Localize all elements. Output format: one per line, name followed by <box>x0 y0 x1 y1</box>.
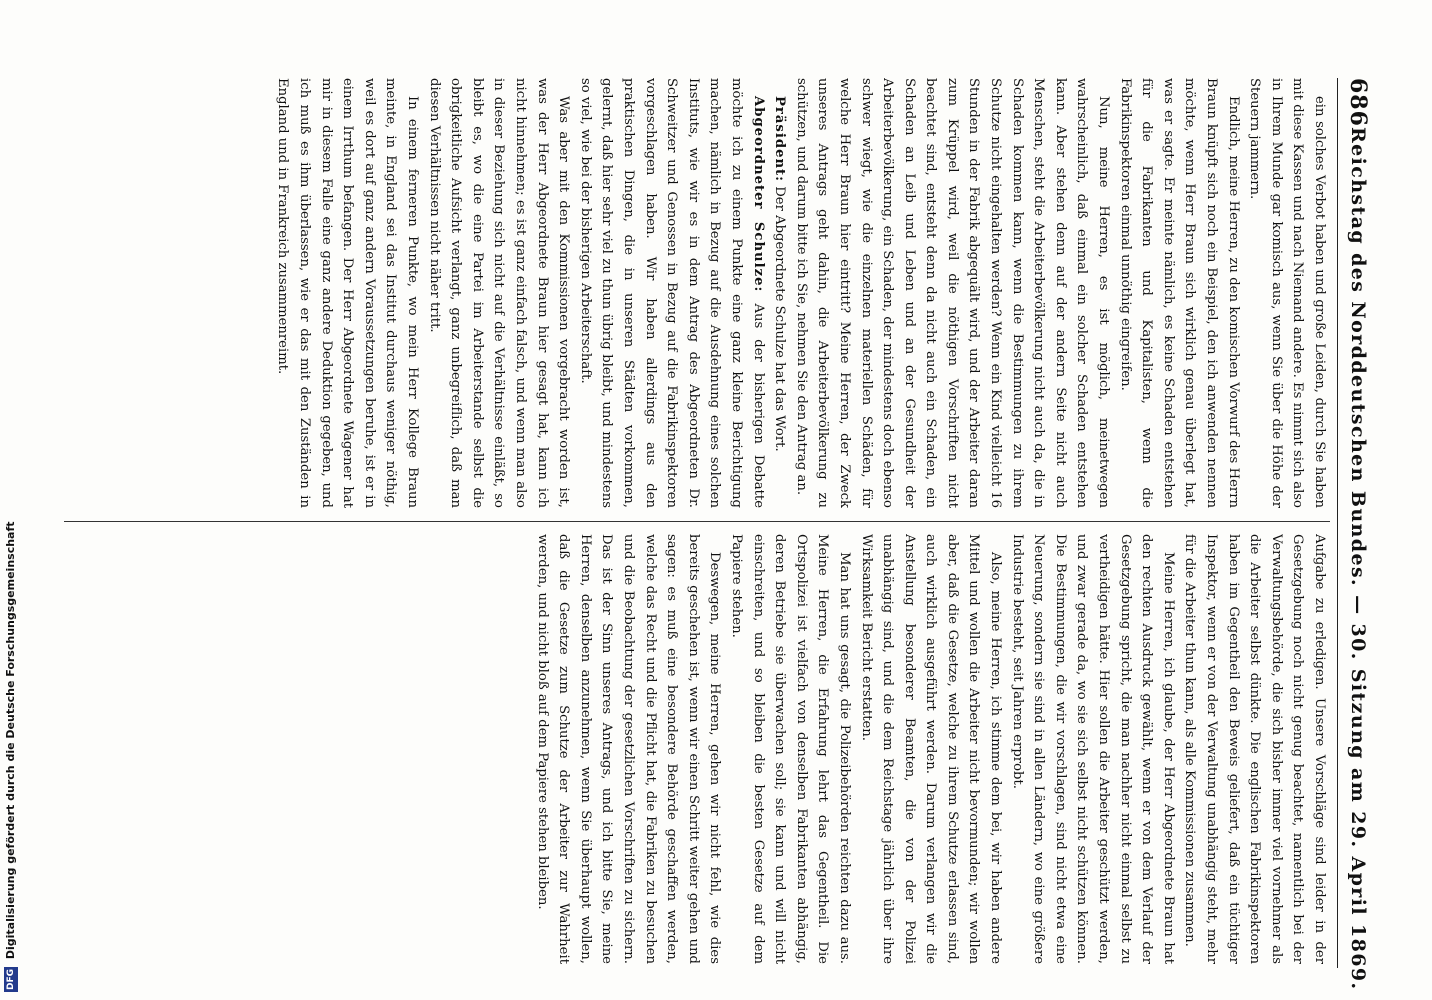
paragraph-text: Endlich, meine Herren, zu den komischen Vorwurf des Herrn Braun knüpft sich noch ein Beispiel, den ich anwenden nennen möchte, wenn Herr Braun sich wirklich genau überlegt hat, was er sagte. Er meinte nämlich, es keine Schaden entstehen für die Fabrikanten und Kapitalisten, wenn die Fabrikinspektoren einmal unnöthig eingreifen. <box>1117 78 1241 508</box>
paragraph-text: Der Abgeordnete Schulze hat das Wort. <box>772 186 788 452</box>
left-column <box>64 78 1330 508</box>
paragraph <box>725 534 855 964</box>
page-header <box>1337 78 1378 991</box>
paragraph-text: Also, meine Herren, ich stimme dem bei, wir haben andere Mittel und wollen die Arbeiter nicht bevormunden; wir wollen aber, daß die Gesetze, welche zu ihrem Schutze erlassen sind, auch wirklich ausgeführt werden. Darum verlangen wir die Anstellung besonderer Beamten, die von der Polizei unabhängig sind, und die dem Reichstage jährlich über ihre Wirksamkeit Bericht erstatten. <box>858 534 1004 964</box>
paragraph-text: Meine Herren, ich glaube, der Herr Abgeordnete Braun hat den rechten Ausdruck gewählt, wenn er von dem Verlauf der Gesetzgebung spricht, die man nachher nicht einmal selbst zu vertheidigen hätte. Hier sollen die Arbeiter geschützt werden, und zwar gerade da, wo sie sich selbst nicht schützen können. Die Bestimmungen, die wir vorschlagen, sind nicht etwa eine Neuerung, sondern sie sind in allen Ländern, wo eine größere Industrie besteht, seit Jahren erprobt. <box>1009 534 1176 964</box>
paragraph-text: ein solches Verbot haben und große Leiden, durch Sie haben mit diese Kassen und nach Niemand andere. Es nimmt sich also in Ihrem Munde gar komisch aus, wenn Sie über die Höhe der Steuern jammern. <box>1247 78 1327 508</box>
right-column <box>64 534 1330 964</box>
footer-credit: Digitalisierung gefördert durch die Deutsche Forschungsgemeinschaft <box>4 521 17 960</box>
paragraph <box>531 534 725 964</box>
paragraph-text: Aufgabe zu erledigen. Unsere Vorschläge sind leider in der Gesetzgebung noch nicht genug beachtet, namentlich bei der Verwaltungsbehörde, die sich bisher immer viel vornehmer als die Arbeiter selbst dünkte. Die englischen Fabrikinspektoren haben im Gegentheil den Beweis geliefert, daß ein tüchtiger Inspektor, wenn er von der Verwaltung unabhängig steht, mehr für die Arbeiter thun kann, als alle Kommissionen zusammen. <box>1182 534 1327 964</box>
paragraph <box>855 534 1006 964</box>
paragraph <box>423 78 574 508</box>
paragraph-text: In einem ferneren Punkte, wo mein Herr Kollege Braun meinte, in England sei das Institut durchaus weniger nöthig, weil es dort auf ganz andern Voraussetzungen beruhe, ist er in einem Irrthum befangen. Der Herr Abgeordnete Wagener hat mir in diesem Falle eine ganz andere Deduktion gegeben, und ich muß es ihm überlassen, wie er das mit den Zuständen in England und in Frankreich zusammenreimt. <box>275 78 421 508</box>
running-head: Reichstag des Norddeutschen Bundes. — 30. Sitzung am 29. April 1869. <box>1347 126 1369 991</box>
paragraph-text: Aus der bisherigen Debatte möchte ich zu einem Punkte eine ganz kleine Berichtigung machen, nämlich in Bezug auf die Ausdehnung eines solchen Instituts, wie wir es in dem Antrag des Abgeordneten Dr. Schweitzer und Genossen in Bezug auf die Fabrikinspektoren vorgeschlagen haben. Wir haben allerdings aus den praktischen Dingen, die in unseren Städten vorkommen, gelernt, daß hier sehr viel zu thun übrig bleibt, und mindestens so viel, wie bei der bisherigen Arbeiterschaft. <box>577 78 766 508</box>
paragraph <box>790 78 1114 508</box>
paragraph-text: Was aber mit den Kommissionen vorgebracht worden ist, was der Herr Abgeordnete Braun hier gesagt hat, kann ich nicht hinnehmen; es ist ganz einfach falsch, und wenn man also in dieser Beziehung sich nicht auf die Verhältnisse einläßt, so bleibt es, wo die eine Partei im Arbeiterstande selbst die obrigkeitliche Aufsicht verlangt, ganz unbegreiflich, daß man diesen Verhältnissen nicht näher tritt. <box>426 78 572 508</box>
paragraph <box>272 78 423 508</box>
paragraph <box>574 78 768 508</box>
paragraph <box>769 78 791 508</box>
page-number: 686 <box>1345 78 1371 127</box>
dfg-logo: DFG <box>6 968 16 990</box>
rotated-page <box>62 78 1378 991</box>
paragraph-text: Nun, meine Herren, es ist möglich, meinetwegen wahrscheinlich, daß einmal ein solcher Schaden entstehen kann. Aber stehen denn auf der andern Seite nicht auch Menschen, steht die Arbeiterbevölkerung nicht auch da, die in Schaden kommen kann, wenn die Bestimmungen zu ihrem Schutze nicht eingehalten werden? Wenn ein Kind vielleicht 16 Stunden in der Fabrik abgequält wird, und der Arbeiter daran zum Krüppel wird, weil die nöthigen Vorschriften nicht beachtet sind, entsteht denn da nicht auch ein Schaden, ein Schaden an Leib und Leben und an der Gesundheit der Arbeiterbevölkerung, ein Schaden, der mindestens doch ebenso schwer wiegt, wie die einzelnen materiellen Schäden, für welche Herr Braun hier eintritt? Meine Herren, der Zweck unseres Antrags geht dahin, die Arbeiterbevölkerung zu schützen, und darum bitte ich Sie, nehmen Sie den Antrag an. <box>793 78 1112 508</box>
column-divider <box>64 521 1330 522</box>
paragraph-text: Deswegen, meine Herren, gehen wir nicht fehl, wie dies bereits geschehen ist, wenn wir einen Schritt weiter gehen und sagen: es muß eine besondere Behörde geschaffen werden, welche das Recht und die Pflicht hat, die Fabriken zu besuchen und die Beobachtung der gesetzlichen Vorschriften zu sichern. Das ist der Sinn unseres Antrags, und ich bitte Sie, meine Herren, denselben anzunehmen, wenn Sie überhaupt wollen, daß die Gesetze zum Schutze der Arbeiter zur Wahrheit werden, und nicht bloß auf dem Papiere stehen bleiben. <box>534 534 723 964</box>
paragraph <box>1114 78 1244 508</box>
paragraph <box>1244 78 1330 508</box>
paragraph <box>1179 534 1330 964</box>
speaker-name: Präsident: <box>772 96 788 183</box>
digitization-footer <box>2 521 20 992</box>
paragraph-text: Man hat uns gesagt, die Polizeibehörden reichten dazu aus. Meine Herren, die Erfahrung lehrt das Gegentheil. Die Ortspolizei ist vielfach von denselben Fabrikanten abhängig, deren Betriebe sie überwachen soll; sie kann und will nicht einschreiten, und so bleiben die besten Gesetze auf dem Papiere stehen. <box>728 534 852 964</box>
paragraph <box>1006 534 1179 964</box>
speaker-name: Abgeordneter Schulze: <box>750 96 766 293</box>
